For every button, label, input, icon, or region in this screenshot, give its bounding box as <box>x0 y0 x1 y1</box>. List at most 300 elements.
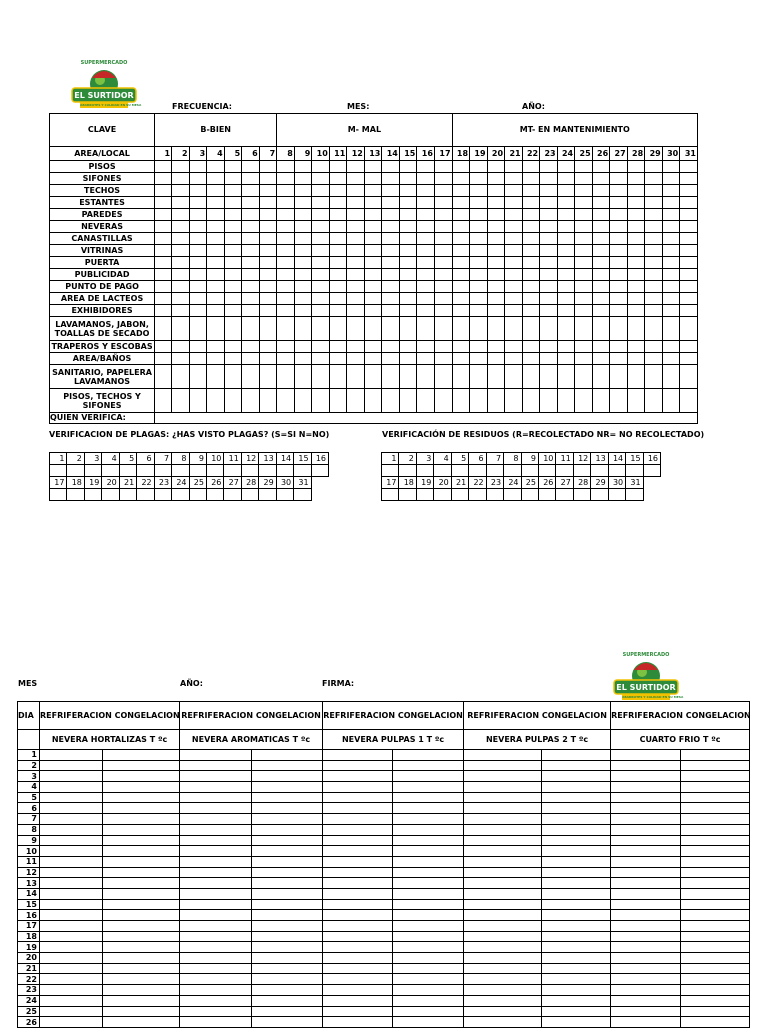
check-cell[interactable] <box>610 365 628 389</box>
temp-cell[interactable] <box>252 953 323 964</box>
temp-cell[interactable] <box>611 760 681 771</box>
temp-cell[interactable] <box>252 771 323 782</box>
check-cell[interactable] <box>312 341 330 353</box>
check-cell[interactable] <box>592 341 610 353</box>
check-cell[interactable] <box>434 173 452 185</box>
temp-cell[interactable] <box>681 1006 750 1017</box>
check-cell[interactable] <box>155 173 172 185</box>
temp-cell[interactable] <box>323 792 393 803</box>
check-cell[interactable] <box>399 365 417 389</box>
check-cell[interactable] <box>557 269 575 281</box>
check-cell[interactable] <box>329 161 347 173</box>
temp-cell[interactable] <box>611 750 681 761</box>
temp-cell[interactable] <box>681 899 750 910</box>
temp-cell[interactable] <box>542 910 611 921</box>
temp-cell[interactable] <box>40 792 103 803</box>
check-cell[interactable] <box>329 281 347 293</box>
temp-cell[interactable] <box>611 899 681 910</box>
check-cell[interactable] <box>645 293 663 305</box>
temp-cell[interactable] <box>611 814 681 825</box>
check-cell[interactable] <box>627 317 645 341</box>
check-cell[interactable] <box>382 353 400 365</box>
check-cell[interactable] <box>470 185 488 197</box>
check-cell[interactable] <box>610 173 628 185</box>
check-cell[interactable] <box>610 233 628 245</box>
check-cell[interactable] <box>627 269 645 281</box>
temp-cell[interactable] <box>103 1006 180 1017</box>
check-cell[interactable] <box>155 389 172 413</box>
temp-cell[interactable] <box>323 910 393 921</box>
check-cell[interactable] <box>172 173 190 185</box>
check-cell[interactable] <box>487 293 505 305</box>
check-cell[interactable] <box>277 185 295 197</box>
check-cell[interactable] <box>329 173 347 185</box>
check-cell[interactable] <box>662 173 680 185</box>
temp-cell[interactable] <box>464 953 542 964</box>
check-cell[interactable] <box>364 341 382 353</box>
temp-cell[interactable] <box>103 846 180 857</box>
check-cell[interactable] <box>662 281 680 293</box>
temp-cell[interactable] <box>103 931 180 942</box>
check-cell[interactable] <box>189 173 207 185</box>
temp-cell[interactable] <box>252 942 323 953</box>
grid-input-cell[interactable] <box>626 489 643 501</box>
check-cell[interactable] <box>312 221 330 233</box>
grid-input-cell[interactable] <box>241 465 258 477</box>
check-cell[interactable] <box>557 257 575 269</box>
check-cell[interactable] <box>680 365 698 389</box>
check-cell[interactable] <box>452 305 470 317</box>
temp-cell[interactable] <box>180 899 252 910</box>
temp-cell[interactable] <box>180 921 252 932</box>
check-cell[interactable] <box>540 185 558 197</box>
check-cell[interactable] <box>470 341 488 353</box>
check-cell[interactable] <box>399 197 417 209</box>
check-cell[interactable] <box>662 341 680 353</box>
check-cell[interactable] <box>329 209 347 221</box>
check-cell[interactable] <box>452 209 470 221</box>
check-cell[interactable] <box>207 173 225 185</box>
temp-cell[interactable] <box>393 931 464 942</box>
temp-cell[interactable] <box>180 974 252 985</box>
check-cell[interactable] <box>259 197 277 209</box>
check-cell[interactable] <box>382 293 400 305</box>
temp-cell[interactable] <box>103 995 180 1006</box>
check-cell[interactable] <box>417 269 435 281</box>
check-cell[interactable] <box>662 257 680 269</box>
check-cell[interactable] <box>207 185 225 197</box>
check-cell[interactable] <box>364 209 382 221</box>
check-cell[interactable] <box>680 185 698 197</box>
check-cell[interactable] <box>522 293 540 305</box>
check-cell[interactable] <box>680 317 698 341</box>
check-cell[interactable] <box>329 257 347 269</box>
check-cell[interactable] <box>680 209 698 221</box>
check-cell[interactable] <box>470 353 488 365</box>
check-cell[interactable] <box>312 281 330 293</box>
check-cell[interactable] <box>470 269 488 281</box>
check-cell[interactable] <box>347 197 365 209</box>
check-cell[interactable] <box>557 185 575 197</box>
temp-cell[interactable] <box>393 835 464 846</box>
check-cell[interactable] <box>592 173 610 185</box>
check-cell[interactable] <box>242 305 260 317</box>
check-cell[interactable] <box>417 197 435 209</box>
temp-cell[interactable] <box>464 921 542 932</box>
check-cell[interactable] <box>505 317 523 341</box>
check-cell[interactable] <box>224 257 242 269</box>
temp-cell[interactable] <box>393 750 464 761</box>
check-cell[interactable] <box>417 161 435 173</box>
grid-input-cell[interactable] <box>294 465 311 477</box>
check-cell[interactable] <box>540 221 558 233</box>
check-cell[interactable] <box>347 173 365 185</box>
check-cell[interactable] <box>662 365 680 389</box>
grid-input-cell[interactable] <box>469 489 486 501</box>
check-cell[interactable] <box>645 197 663 209</box>
check-cell[interactable] <box>487 317 505 341</box>
check-cell[interactable] <box>505 173 523 185</box>
temp-cell[interactable] <box>323 995 393 1006</box>
temp-cell[interactable] <box>393 888 464 899</box>
temp-cell[interactable] <box>40 782 103 793</box>
check-cell[interactable] <box>399 161 417 173</box>
check-cell[interactable] <box>189 365 207 389</box>
temp-cell[interactable] <box>180 878 252 889</box>
check-cell[interactable] <box>645 389 663 413</box>
check-cell[interactable] <box>575 173 593 185</box>
temp-cell[interactable] <box>611 888 681 899</box>
temp-cell[interactable] <box>542 953 611 964</box>
check-cell[interactable] <box>347 269 365 281</box>
temp-cell[interactable] <box>40 760 103 771</box>
check-cell[interactable] <box>242 185 260 197</box>
temp-cell[interactable] <box>103 792 180 803</box>
check-cell[interactable] <box>434 341 452 353</box>
check-cell[interactable] <box>189 353 207 365</box>
check-cell[interactable] <box>155 221 172 233</box>
check-cell[interactable] <box>224 341 242 353</box>
temp-cell[interactable] <box>40 803 103 814</box>
grid-input-cell[interactable] <box>206 489 223 501</box>
temp-cell[interactable] <box>323 846 393 857</box>
temp-cell[interactable] <box>252 995 323 1006</box>
check-cell[interactable] <box>434 161 452 173</box>
check-cell[interactable] <box>557 293 575 305</box>
check-cell[interactable] <box>487 305 505 317</box>
check-cell[interactable] <box>662 353 680 365</box>
temp-cell[interactable] <box>681 963 750 974</box>
temp-cell[interactable] <box>542 921 611 932</box>
temp-cell[interactable] <box>464 931 542 942</box>
temp-cell[interactable] <box>323 803 393 814</box>
check-cell[interactable] <box>172 341 190 353</box>
temp-cell[interactable] <box>180 931 252 942</box>
check-cell[interactable] <box>294 197 312 209</box>
check-cell[interactable] <box>189 209 207 221</box>
check-cell[interactable] <box>382 269 400 281</box>
check-cell[interactable] <box>155 245 172 257</box>
temp-cell[interactable] <box>464 814 542 825</box>
grid-input-cell[interactable] <box>84 489 101 501</box>
check-cell[interactable] <box>487 233 505 245</box>
check-cell[interactable] <box>312 293 330 305</box>
check-cell[interactable] <box>417 209 435 221</box>
check-cell[interactable] <box>312 233 330 245</box>
grid-input-cell[interactable] <box>486 465 503 477</box>
check-cell[interactable] <box>627 221 645 233</box>
grid-input-cell[interactable] <box>119 465 136 477</box>
temp-cell[interactable] <box>611 953 681 964</box>
temp-cell[interactable] <box>40 888 103 899</box>
check-cell[interactable] <box>259 221 277 233</box>
check-cell[interactable] <box>557 209 575 221</box>
check-cell[interactable] <box>277 317 295 341</box>
temp-cell[interactable] <box>464 974 542 985</box>
check-cell[interactable] <box>645 209 663 221</box>
temp-cell[interactable] <box>323 856 393 867</box>
check-cell[interactable] <box>505 221 523 233</box>
grid-input-cell[interactable] <box>50 489 67 501</box>
check-cell[interactable] <box>294 365 312 389</box>
temp-cell[interactable] <box>611 824 681 835</box>
check-cell[interactable] <box>382 185 400 197</box>
temp-cell[interactable] <box>40 846 103 857</box>
check-cell[interactable] <box>294 245 312 257</box>
temp-cell[interactable] <box>180 953 252 964</box>
grid-input-cell[interactable] <box>102 489 119 501</box>
temp-cell[interactable] <box>542 888 611 899</box>
check-cell[interactable] <box>224 221 242 233</box>
check-cell[interactable] <box>189 269 207 281</box>
check-cell[interactable] <box>172 185 190 197</box>
temp-cell[interactable] <box>103 750 180 761</box>
check-cell[interactable] <box>347 305 365 317</box>
check-cell[interactable] <box>505 281 523 293</box>
temp-cell[interactable] <box>252 867 323 878</box>
temp-cell[interactable] <box>252 803 323 814</box>
check-cell[interactable] <box>242 293 260 305</box>
check-cell[interactable] <box>294 389 312 413</box>
check-cell[interactable] <box>680 221 698 233</box>
check-cell[interactable] <box>540 281 558 293</box>
check-cell[interactable] <box>364 317 382 341</box>
check-cell[interactable] <box>399 245 417 257</box>
check-cell[interactable] <box>452 353 470 365</box>
check-cell[interactable] <box>294 293 312 305</box>
check-cell[interactable] <box>155 161 172 173</box>
check-cell[interactable] <box>207 197 225 209</box>
temp-cell[interactable] <box>252 856 323 867</box>
check-cell[interactable] <box>347 389 365 413</box>
temp-cell[interactable] <box>103 867 180 878</box>
check-cell[interactable] <box>505 197 523 209</box>
grid-input-cell[interactable] <box>154 489 171 501</box>
check-cell[interactable] <box>417 221 435 233</box>
check-cell[interactable] <box>610 353 628 365</box>
check-cell[interactable] <box>610 221 628 233</box>
check-cell[interactable] <box>505 353 523 365</box>
check-cell[interactable] <box>680 233 698 245</box>
grid-input-cell[interactable] <box>434 465 451 477</box>
check-cell[interactable] <box>575 221 593 233</box>
check-cell[interactable] <box>434 293 452 305</box>
grid-input-cell[interactable] <box>311 465 328 477</box>
check-cell[interactable] <box>434 269 452 281</box>
check-cell[interactable] <box>277 365 295 389</box>
temp-cell[interactable] <box>464 1006 542 1017</box>
temp-cell[interactable] <box>103 974 180 985</box>
check-cell[interactable] <box>452 161 470 173</box>
check-cell[interactable] <box>540 197 558 209</box>
temp-cell[interactable] <box>40 835 103 846</box>
check-cell[interactable] <box>382 365 400 389</box>
check-cell[interactable] <box>592 305 610 317</box>
temp-cell[interactable] <box>180 750 252 761</box>
check-cell[interactable] <box>172 365 190 389</box>
grid-input-cell[interactable] <box>538 489 555 501</box>
check-cell[interactable] <box>452 389 470 413</box>
check-cell[interactable] <box>540 161 558 173</box>
grid-input-cell[interactable] <box>172 489 189 501</box>
check-cell[interactable] <box>645 173 663 185</box>
check-cell[interactable] <box>224 173 242 185</box>
grid-input-cell[interactable] <box>521 489 538 501</box>
check-cell[interactable] <box>680 257 698 269</box>
temp-cell[interactable] <box>611 867 681 878</box>
check-cell[interactable] <box>452 245 470 257</box>
temp-cell[interactable] <box>40 878 103 889</box>
check-cell[interactable] <box>610 245 628 257</box>
grid-input-cell[interactable] <box>276 489 293 501</box>
check-cell[interactable] <box>224 353 242 365</box>
check-cell[interactable] <box>155 365 172 389</box>
temp-cell[interactable] <box>103 782 180 793</box>
temp-cell[interactable] <box>180 814 252 825</box>
grid-input-cell[interactable] <box>608 465 625 477</box>
check-cell[interactable] <box>329 245 347 257</box>
check-cell[interactable] <box>592 293 610 305</box>
check-cell[interactable] <box>364 245 382 257</box>
check-cell[interactable] <box>224 269 242 281</box>
temp-cell[interactable] <box>681 782 750 793</box>
check-cell[interactable] <box>399 389 417 413</box>
check-cell[interactable] <box>399 221 417 233</box>
temp-cell[interactable] <box>611 856 681 867</box>
check-cell[interactable] <box>242 161 260 173</box>
temp-cell[interactable] <box>393 963 464 974</box>
check-cell[interactable] <box>505 269 523 281</box>
check-cell[interactable] <box>259 317 277 341</box>
check-cell[interactable] <box>680 389 698 413</box>
check-cell[interactable] <box>522 389 540 413</box>
check-cell[interactable] <box>329 221 347 233</box>
temp-cell[interactable] <box>103 835 180 846</box>
check-cell[interactable] <box>505 293 523 305</box>
temp-cell[interactable] <box>542 878 611 889</box>
temp-cell[interactable] <box>393 1017 464 1028</box>
check-cell[interactable] <box>347 365 365 389</box>
check-cell[interactable] <box>242 257 260 269</box>
grid-input-cell[interactable] <box>137 489 154 501</box>
grid-input-cell[interactable] <box>294 489 311 501</box>
grid-input-cell[interactable] <box>399 465 416 477</box>
temp-cell[interactable] <box>40 995 103 1006</box>
check-cell[interactable] <box>592 233 610 245</box>
temp-cell[interactable] <box>40 1017 103 1028</box>
check-cell[interactable] <box>557 341 575 353</box>
temp-cell[interactable] <box>681 1017 750 1028</box>
temp-cell[interactable] <box>542 963 611 974</box>
check-cell[interactable] <box>592 209 610 221</box>
check-cell[interactable] <box>277 197 295 209</box>
temp-cell[interactable] <box>323 771 393 782</box>
temp-cell[interactable] <box>681 792 750 803</box>
temp-cell[interactable] <box>464 985 542 996</box>
check-cell[interactable] <box>505 365 523 389</box>
check-cell[interactable] <box>680 161 698 173</box>
temp-cell[interactable] <box>180 942 252 953</box>
check-cell[interactable] <box>575 161 593 173</box>
check-cell[interactable] <box>680 293 698 305</box>
temp-cell[interactable] <box>681 974 750 985</box>
check-cell[interactable] <box>312 389 330 413</box>
temp-cell[interactable] <box>611 771 681 782</box>
check-cell[interactable] <box>364 269 382 281</box>
temp-cell[interactable] <box>542 899 611 910</box>
check-cell[interactable] <box>522 257 540 269</box>
check-cell[interactable] <box>382 197 400 209</box>
check-cell[interactable] <box>189 389 207 413</box>
temp-cell[interactable] <box>103 771 180 782</box>
check-cell[interactable] <box>382 245 400 257</box>
temp-cell[interactable] <box>103 824 180 835</box>
check-cell[interactable] <box>224 365 242 389</box>
check-cell[interactable] <box>312 197 330 209</box>
check-cell[interactable] <box>329 341 347 353</box>
check-cell[interactable] <box>522 305 540 317</box>
check-cell[interactable] <box>172 209 190 221</box>
temp-cell[interactable] <box>180 771 252 782</box>
temp-cell[interactable] <box>611 995 681 1006</box>
check-cell[interactable] <box>522 221 540 233</box>
check-cell[interactable] <box>487 245 505 257</box>
temp-cell[interactable] <box>252 878 323 889</box>
temp-cell[interactable] <box>611 985 681 996</box>
check-cell[interactable] <box>434 209 452 221</box>
check-cell[interactable] <box>592 257 610 269</box>
check-cell[interactable] <box>557 317 575 341</box>
temp-cell[interactable] <box>542 974 611 985</box>
check-cell[interactable] <box>662 197 680 209</box>
check-cell[interactable] <box>347 233 365 245</box>
check-cell[interactable] <box>592 161 610 173</box>
grid-input-cell[interactable] <box>643 465 660 477</box>
check-cell[interactable] <box>470 197 488 209</box>
check-cell[interactable] <box>399 173 417 185</box>
grid-input-cell[interactable] <box>224 465 241 477</box>
check-cell[interactable] <box>155 197 172 209</box>
temp-cell[interactable] <box>323 835 393 846</box>
check-cell[interactable] <box>522 281 540 293</box>
check-cell[interactable] <box>329 269 347 281</box>
check-cell[interactable] <box>189 281 207 293</box>
temp-cell[interactable] <box>681 888 750 899</box>
check-cell[interactable] <box>294 185 312 197</box>
check-cell[interactable] <box>557 161 575 173</box>
check-cell[interactable] <box>172 269 190 281</box>
check-cell[interactable] <box>470 221 488 233</box>
